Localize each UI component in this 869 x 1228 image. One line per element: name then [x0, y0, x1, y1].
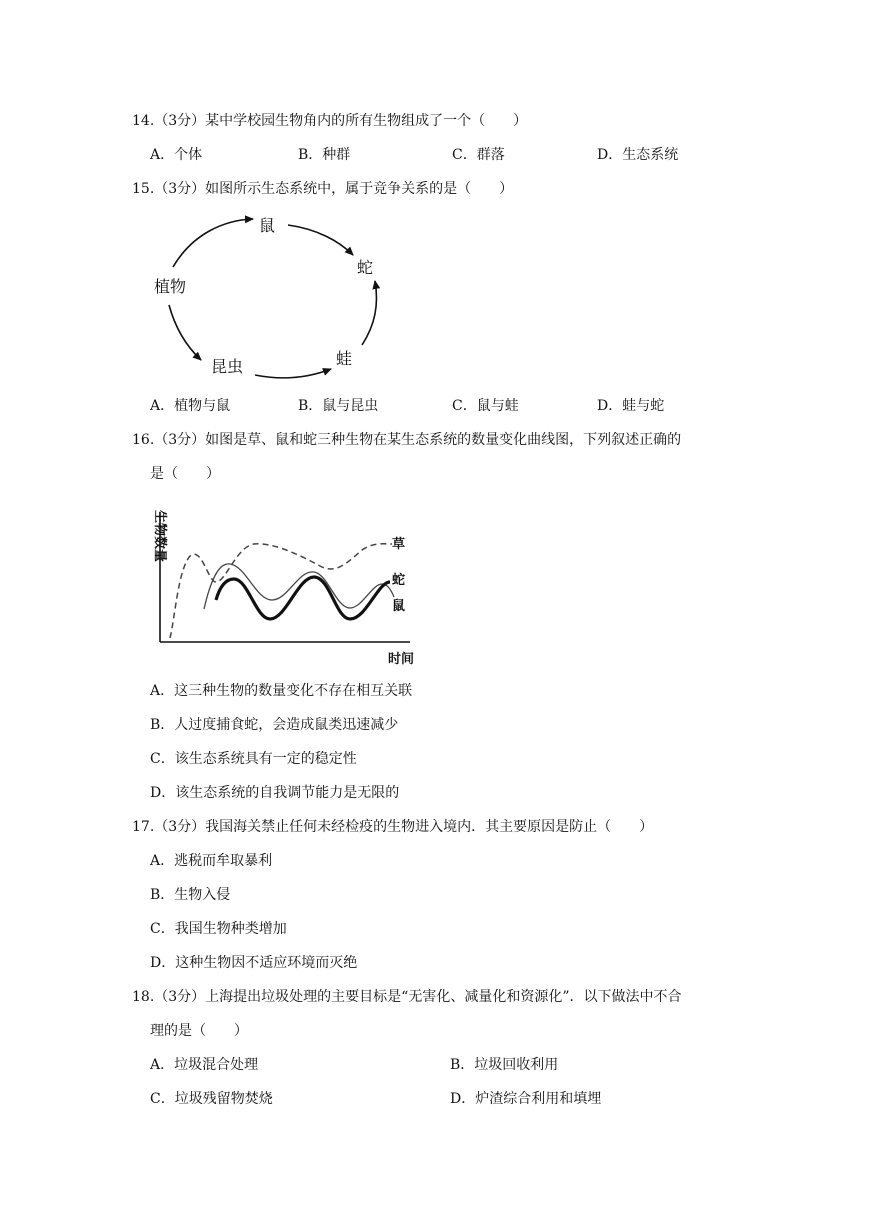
q18-option-a[interactable]: A．垃圾混合处理 — [150, 1057, 259, 1073]
q17-option-b[interactable]: B．生物入侵 — [150, 887, 231, 903]
arrow-plant-to-insect — [169, 305, 201, 360]
q14-option-b[interactable]: B．种群 — [298, 147, 351, 163]
q15-option-a[interactable]: A．植物与鼠 — [150, 398, 231, 414]
q14-option-c[interactable]: C．群落 — [452, 147, 505, 163]
node-snake: 蛇 — [357, 258, 374, 277]
question-15-stem: 15.（3分）如图所示生态系统中，属于竞争关系的是（ ） — [132, 181, 514, 197]
q14-option-d[interactable]: D．生态系统 — [597, 147, 679, 163]
legend-snake: 蛇 — [392, 573, 406, 588]
q18-option-b[interactable]: B．垃圾回收利用 — [450, 1057, 559, 1073]
question-16-stem-line-2: 是（ ） — [150, 466, 220, 482]
q17-option-a[interactable]: A．逃税而牟取暴利 — [150, 853, 273, 869]
arrow-frog-to-snake — [362, 281, 376, 345]
node-plant: 植物 — [154, 277, 187, 296]
question-18-stem-line-2: 理的是（ ） — [150, 1023, 248, 1039]
q14-option-a[interactable]: A．个体 — [150, 147, 203, 163]
y-axis-label: 生物数量 — [152, 510, 167, 563]
q17-option-c[interactable]: C．我国生物种类增加 — [150, 921, 287, 937]
node-frog: 蛙 — [336, 349, 353, 368]
node-mouse: 鼠 — [259, 216, 276, 235]
question-16-stem-line-1: 16.（3分）如图是草、鼠和蛇三种生物在某生态系统的数量变化曲线图，下列叙述正确的 — [132, 432, 682, 448]
node-insect: 昆虫 — [211, 357, 244, 376]
q16-option-c[interactable]: C．该生态系统具有一定的稳定性 — [150, 751, 357, 767]
question-18-stem-line-1: 18.（3分）上海提出垃圾处理的主要目标是“无害化、减量化和资源化”．以下做法中不合 — [132, 989, 682, 1005]
x-axis-label: 时间 — [388, 652, 415, 667]
series-grass-curve — [170, 544, 392, 638]
arrow-plant-to-mouse — [173, 219, 253, 267]
legend-grass: 草 — [392, 537, 406, 552]
q15-option-d[interactable]: D．蛙与蛇 — [597, 398, 665, 414]
arrow-insect-to-frog — [255, 369, 331, 378]
q15-option-c[interactable]: C．鼠与蛙 — [452, 398, 519, 414]
question-14-stem: 14.（3分）某中学校园生物角内的所有生物组成了一个（ ） — [132, 113, 528, 129]
legend-mouse: 鼠 — [392, 599, 406, 614]
arrow-mouse-to-snake — [288, 225, 353, 255]
q15-option-b[interactable]: B．鼠与昆虫 — [298, 398, 379, 414]
q16-option-a[interactable]: A．这三种生物的数量变化不存在相互关联 — [150, 683, 413, 699]
question-17-stem: 17.（3分）我国海关禁止任何未经检疫的生物进入境内．其主要原因是防止（ ） — [132, 819, 654, 835]
q16-option-b[interactable]: B．人过度捕食蛇，会造成鼠类迅速减少 — [150, 717, 399, 733]
series-snake-curve — [216, 577, 390, 619]
q18-option-c[interactable]: C．垃圾残留物焚烧 — [150, 1091, 273, 1107]
q18-option-d[interactable]: D．炉渣综合利用和填埋 — [450, 1091, 602, 1107]
q16-option-d[interactable]: D．该生态系统的自我调节能力是无限的 — [150, 785, 400, 801]
q17-option-d[interactable]: D．这种生物因不适应环境而灭绝 — [150, 955, 358, 971]
population-curve-chart — [148, 500, 428, 668]
food-web-diagram — [145, 205, 405, 390]
